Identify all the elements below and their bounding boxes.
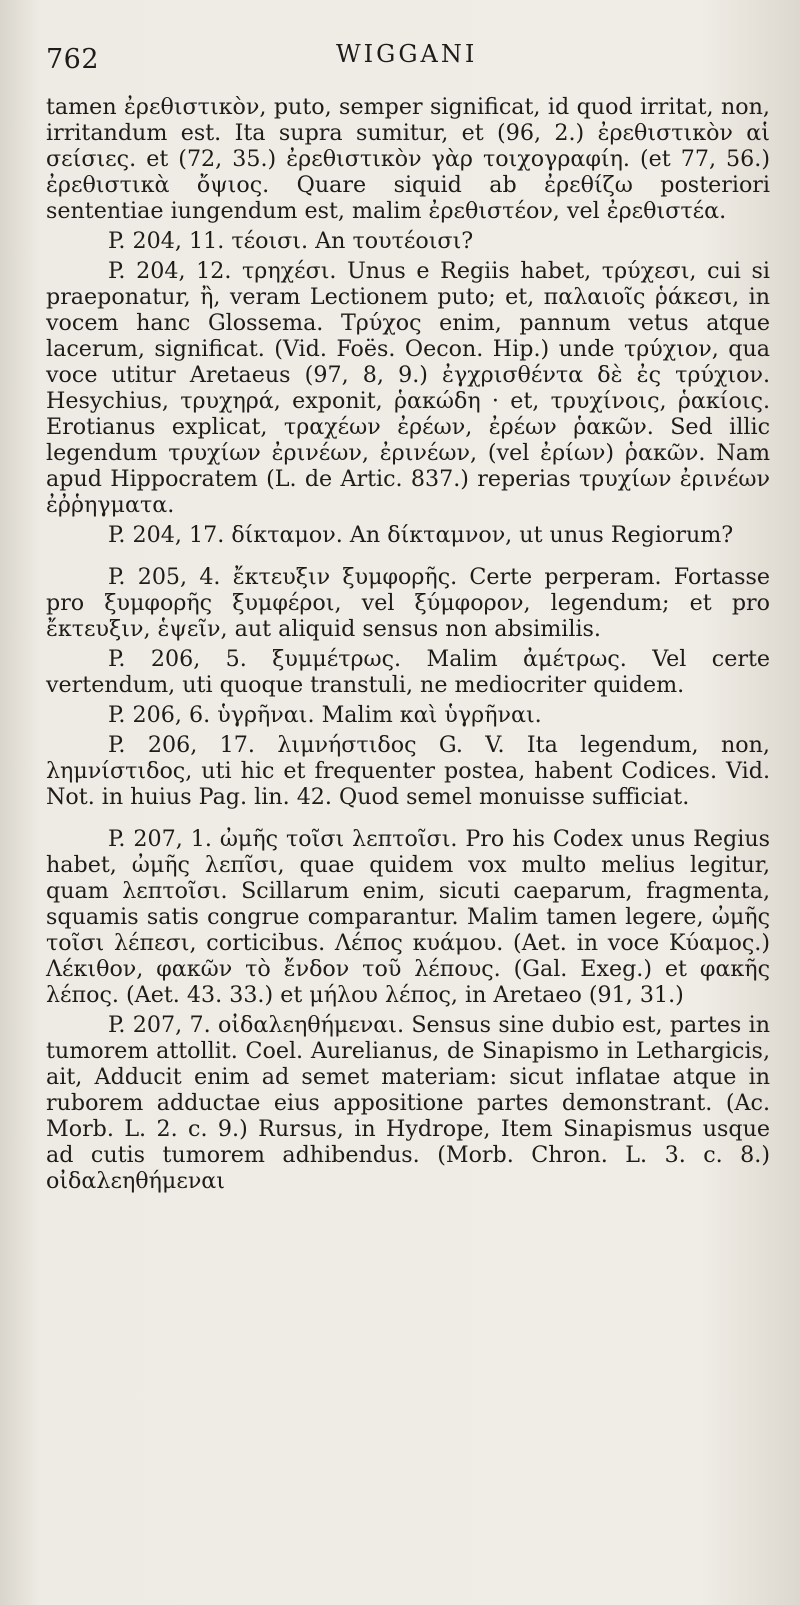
spacer (46, 552, 770, 564)
spacer (46, 814, 770, 826)
paragraph: P. 207, 1. ὠμῆς τοῖσι λεπτοῖσι. Pro his Codex unus Regius habet, ὠμῆς λεπῖσι, quae quidem vox multo melius legitur, quam λεπτοῖσι. Scillarum enim, sicuti caeparum, fragmenta, squamis satis congrue comparantur. Malim tamen legere, ὠμῆς τοῖσι λέπεσι, corticibus. Λέπος κυάμου. (Aet. in voce Κύαμος.) Λέκιθον, φακῶν τὸ ἔνδον τοῦ λέπους. (Gal. Exeg.) et φακῆς λέπος. (Aet. 43. 33.) et μήλου λέπος, in Aretaeo (91, 31.) (46, 826, 770, 1008)
paragraph: P. 206, 5. ξυμμέτρως. Malim ἀμέτρως. Vel certe vertendum, uti quoque transtuli, ne mediocriter quidem. (46, 646, 770, 698)
running-head: WIGGANI (336, 40, 478, 68)
page-header (46, 38, 770, 94)
paragraph: P. 206, 17. λιμνήστιδος G. V. Ita legendum, non, λημνίστιδος, uti hic et frequenter postea, habent Codices. Vid. Not. in huius Pag. lin. 42. Quod semel monuisse sufficiat. (46, 732, 770, 810)
paragraph: P. 205, 4. ἔκτευξιν ξυμφορῆς. Certe perperam. Fortasse pro ξυμφορῆς ξυμφέροι, vel ξύμφορον, legendum; et pro ἔκτευξιν, ἑψεῖν, aut aliquid sensus non absimilis. (46, 564, 770, 642)
page-body (46, 94, 770, 1194)
paragraph: P. 204, 12. τρηχέσι. Unus e Regiis habet, τρύχεσι, cui si praeponatur, ἢ, veram Lectionem puto; et, παλαιοῖς ῥάκεσι, in vocem hanc Glossema. Τρύχος enim, pannum vetus atque lacerum, significat. (Vid. Foës. Oecon. Hip.) unde τρύχιον, qua voce utitur Aretaeus (97, 8, 9.) ἐγχρισθέντα δὲ ἐς τρύχιον. Hesychius, τρυχηρά, exponit, ῥακώδη · et, τρυχίνοις, ῥακίοις. Erotianus explicat, τραχέων ἐρέων, ἐρέων ῥακῶν. Sed illic legendum τρυχίων ἐρινέων, ἐρινέων, (vel ἐρίων) ῥακῶν. Nam apud Hippocratem (L. de Artic. 837.) reperias τρυχίων ἐρινέων ἐῤῥηγματα. (46, 258, 770, 518)
page-number: 762 (46, 44, 100, 75)
paragraph: P. 207, 7. οἰδαλεηθήμεναι. Sensus sine dubio est, partes in tumorem attollit. Coel. Aurelianus, de Sinapismo in Lethargicis, ait, Adducit enim ad semet materiam: sicut inflatae atque in ruborem adductae eius appositione partes demonstrant. (Ac. Morb. L. 2. c. 9.) Rursus, in Hydrope, Item Sinapismus usque ad cutis tumorem adhibendus. (Morb. Chron. L. 3. c. 8.) οἰδαλεηθήμεναι (46, 1012, 770, 1194)
paragraph: P. 204, 17. δίκταμον. An δίκταμνον, ut unus Regiorum? (108, 522, 734, 548)
paragraph: tamen ἐρεθιστικὸν, puto, semper significat, id quod irritat, non, irritandum est. Ita supra sumitur, et (96, 2.) ἐρεθιστικὸν αἱ σείσιες. et (72, 35.) ἐρεθιστικὸν γὰρ τοιχογραφίη. (et 77, 56.) ἐρεθιστικὰ ὄψιος. Quare siquid ab ἐρεθίζω posteriori sententiae iungendum est, malim ἐρεθιστέον, vel ἐρεθιστέα. (46, 94, 770, 224)
paragraph: P. 206, 6. ὑγρῆναι. Malim καὶ ὑγρῆναι. (108, 702, 542, 728)
paragraph: P. 204, 11. τέοισι. An τουτέοισι? (108, 228, 474, 254)
